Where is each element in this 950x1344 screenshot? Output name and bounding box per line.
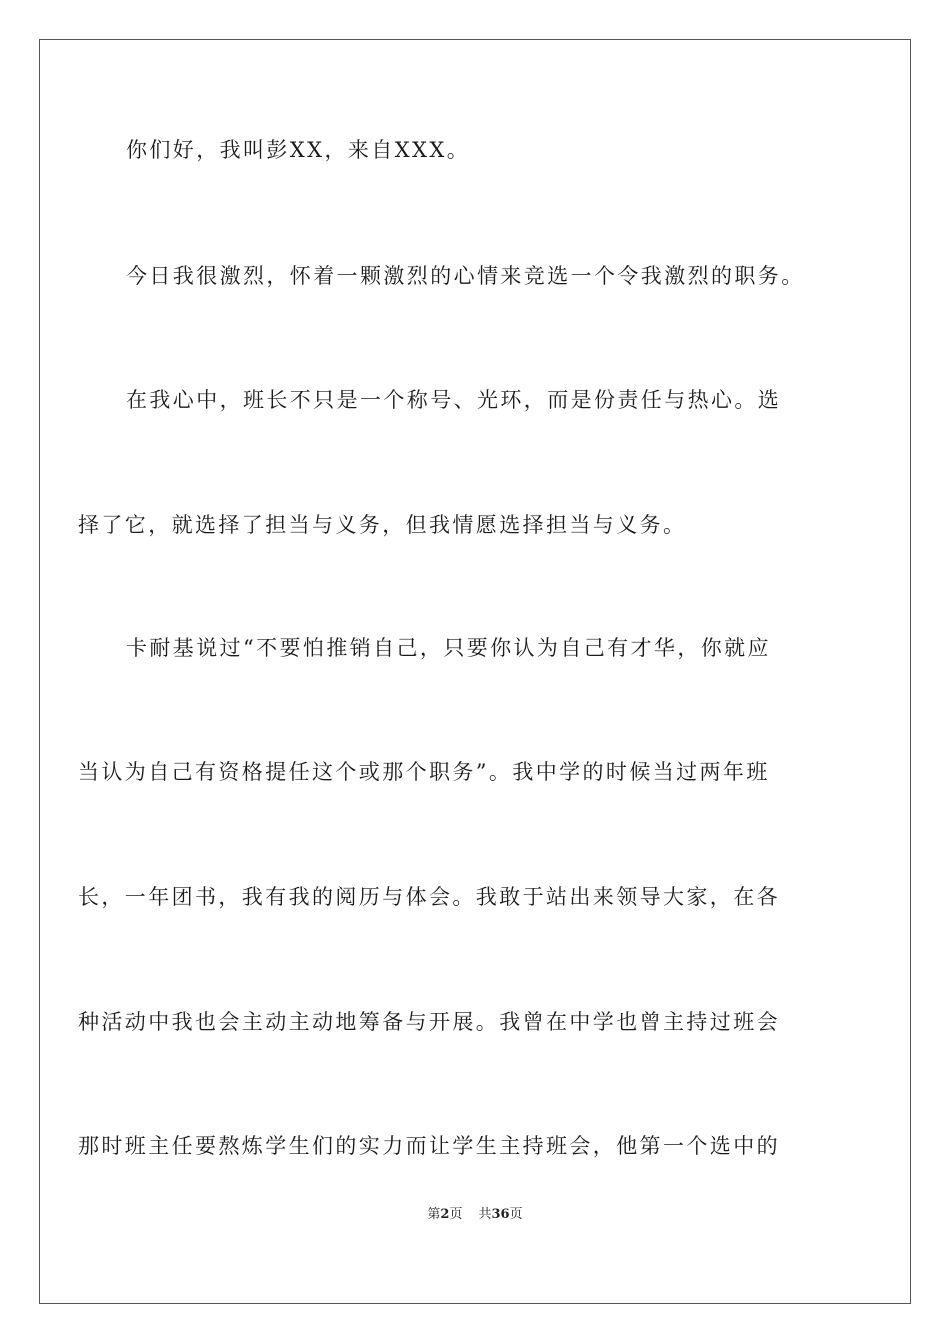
footer-page-number: 2 — [440, 1207, 450, 1222]
paragraph-excitement: 今日我很激烈，怀着一颗激烈的心情来竞选一个令我激烈的职务。 — [126, 264, 805, 288]
paragraph-responsibility-line-1: 在我心中，班长不只是一个称号、光环，而是份责任与热心。选 — [126, 388, 782, 412]
footer-page-suffix: 页 — [449, 1207, 463, 1222]
paragraph-greeting: 你们好，我叫彭XX，来自XXX。 — [126, 138, 471, 162]
paragraph-experience-line-5: 那时班主任要熬炼学生们的实力而让学生主持班会，他第一个选中的 — [78, 1134, 780, 1158]
footer-page-prefix: 第 — [427, 1207, 441, 1222]
paragraph-experience-line-3: 长，一年团书，我有我的阅历与体会。我敢于站出来领导大家，在各 — [78, 885, 780, 909]
paragraph-experience-line-2: 当认为自己有资格提任这个或那个职务”。我中学的时候当过两年班 — [78, 760, 770, 784]
page-frame — [39, 39, 911, 1304]
footer-total-prefix: 共 — [478, 1207, 492, 1222]
paragraph-experience-line-4: 种活动中我也会主动主动地筹备与开展。我曾在中学也曾主持过班会 — [78, 1010, 780, 1034]
paragraph-experience-line-1: 卡耐基说过“不要怕推销自己，只要你认为自己有才华，你就应 — [126, 636, 771, 660]
footer-total-number: 36 — [491, 1207, 510, 1222]
footer-total-suffix: 页 — [509, 1207, 523, 1222]
page-footer — [0, 1206, 950, 1224]
paragraph-responsibility-line-2: 择了它，就选择了担当与义务，但我情愿选择担当与义务。 — [78, 513, 687, 537]
